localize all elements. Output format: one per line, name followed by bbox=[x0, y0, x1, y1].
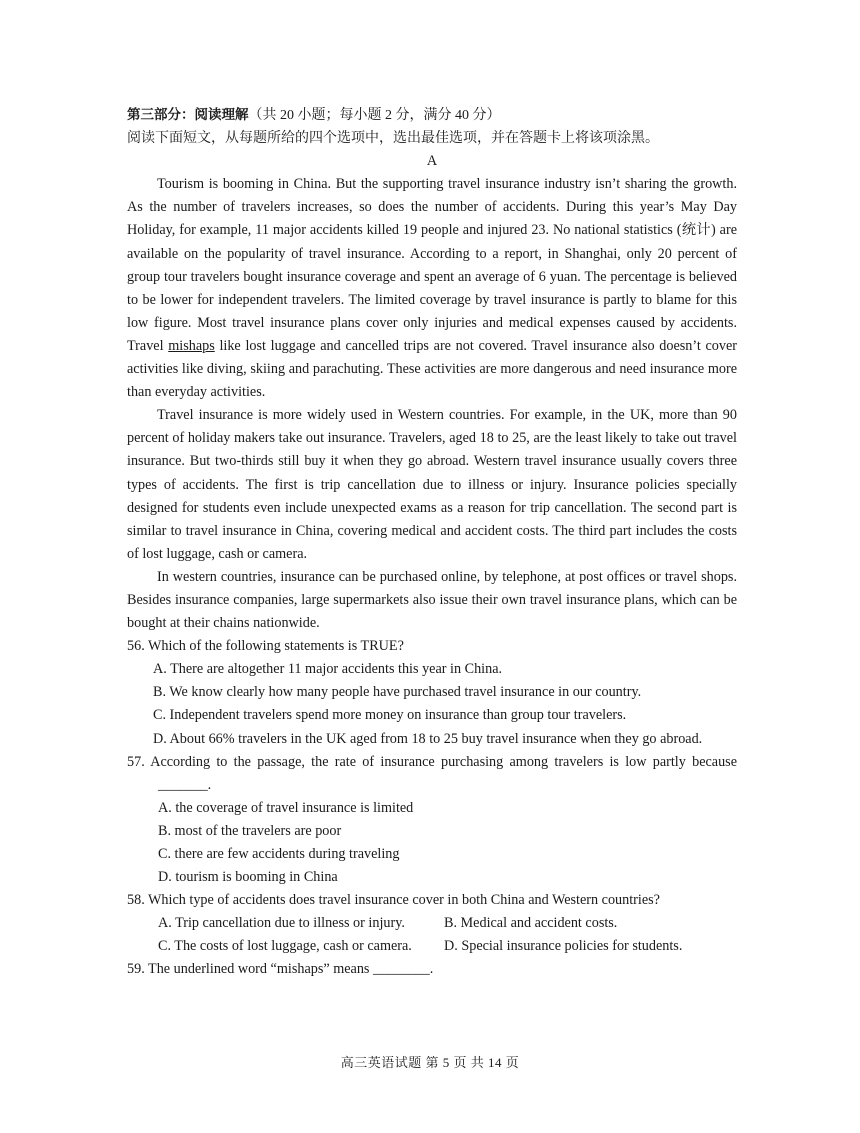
section-scoring: （共 20 小题；每小题 2 分，满分 40 分） bbox=[248, 108, 501, 123]
question-57-stem: 57. According to the passage, the rate of insurance purchasing among travelers is low partly because _______. bbox=[127, 753, 737, 793]
question-58-option-b: B. Medical and accident costs. bbox=[444, 915, 618, 932]
page-footer: 高三英语试题 第 5 页 共 14 页 bbox=[340, 1055, 520, 1070]
question-58-option-d: D. Special insurance policies for students. bbox=[444, 938, 683, 955]
section-instruction: 阅读下面短文，从每题所给的四个选项中，选出最佳选项，并在答题卡上将该项涂黑。 bbox=[127, 131, 659, 147]
passage-label: A bbox=[426, 153, 438, 170]
question-57-option-c: C. there are few accidents during traveling bbox=[158, 846, 400, 862]
exam-page bbox=[127, 104, 737, 982]
question-56-option-c: C. Independent travelers spend more money on insurance than group tour travelers. bbox=[153, 707, 627, 724]
question-58-option-a: A. Trip cancellation due to illness or injury. bbox=[158, 915, 405, 932]
question-58-stem: 58. Which type of accidents does travel insurance cover in both China and Western countries? bbox=[127, 892, 660, 909]
question-58-option-c: C. The costs of lost luggage, cash or camera. bbox=[158, 938, 412, 955]
question-57-option-d: D. tourism is booming in China bbox=[158, 869, 338, 886]
question-56-stem: 56. Which of the following statements is TRUE? bbox=[127, 638, 404, 655]
question-58-options-row-2 bbox=[127, 935, 737, 958]
question-56-option-b: B. We know clearly how many people have purchased travel insurance in our country. bbox=[153, 684, 642, 701]
question-59-stem: 59. The underlined word “mishaps” means ________. bbox=[127, 961, 434, 978]
p1-text-before: Tourism is booming in China. But the supporting travel insurance industry isn’t sharing the growth. As the number of travelers increases, so does the number of accidents. During this year’s May Day Holiday, for example, 11 major accidents killed 19 people and injured 23. No national statistics (统计) are available on the popularity of travel insurance. According to a report, in Shanghai, only 20 percent of group tour travelers bought insurance coverage and spent an average of 6 yuan. The percentage is believed to be lower for independent travelers. The limited coverage by travel insurance is partly to blame for this low figure. Most travel insurance plans cover only injuries and medical expenses caused by accidents. Travel bbox=[127, 176, 737, 354]
underlined-word-mishaps: mishaps bbox=[168, 337, 215, 354]
p1-text-after: like lost luggage and cancelled trips are not covered. Travel insurance also doesn’t cover activities like diving, skiing and parachuting. These activities are more dangerous and need insurance more than everyday activities. bbox=[127, 337, 737, 401]
question-57-option-b: B. most of the travelers are poor bbox=[158, 822, 342, 839]
passage-paragraph-2: Travel insurance is more widely used in Western countries. For example, in the UK, more than 90 percent of holiday makers take out insurance. Travelers, aged 18 to 25, are the least likely to take out travel insurance. But two-thirds still buy it when they go abroad. Western travel insurance usually covers three types of accidents. The first is trip cancellation due to illness or injury. Insurance policies specially designed for students even include unexpected exams as a reason for trip cancellation. The second part is similar to travel insurance in China, covering medical and accident costs. The third part includes the costs of lost luggage, cash or camera. bbox=[127, 407, 737, 562]
section-heading bbox=[127, 104, 737, 127]
section-title: 第三部分：阅读理解 bbox=[127, 107, 249, 123]
question-58-options-row-1 bbox=[127, 912, 737, 935]
passage-paragraph-1 bbox=[127, 173, 737, 404]
question-56-option-a: A. There are altogether 11 major accidents this year in China. bbox=[153, 661, 503, 678]
question-56-option-d: D. About 66% travelers in the UK aged from 18 to 25 buy travel insurance when they go abroad. bbox=[153, 730, 703, 747]
question-57-option-a: A. the coverage of travel insurance is limited bbox=[158, 799, 414, 816]
passage-paragraph-3: In western countries, insurance can be purchased online, by telephone, at post offices or travel shops. Besides insurance companies, large supermarkets also issue their own travel insurance plans, which can be bought at their chains nationwide. bbox=[127, 568, 737, 632]
